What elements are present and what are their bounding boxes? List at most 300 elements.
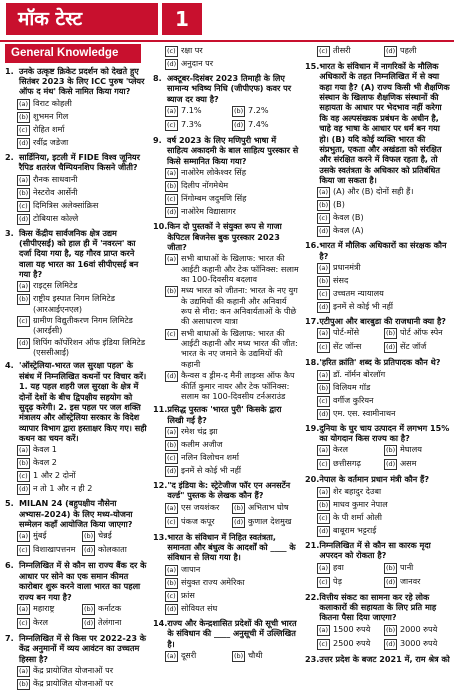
option-letter: (b) bbox=[19, 295, 29, 304]
option-text: अभिताभ घोष bbox=[248, 501, 289, 512]
option-letter: (c) bbox=[167, 47, 176, 55]
option-group bbox=[305, 262, 451, 313]
option-letter: (b) bbox=[19, 112, 29, 121]
question-number: 5. bbox=[5, 498, 14, 509]
answer-option[interactable] bbox=[82, 603, 147, 615]
answer-option[interactable] bbox=[317, 624, 384, 636]
option-letter: (a) bbox=[19, 175, 29, 184]
answer-option[interactable] bbox=[5, 111, 147, 123]
question bbox=[5, 360, 147, 443]
answer-option[interactable] bbox=[232, 502, 299, 514]
answer-option[interactable] bbox=[5, 470, 147, 482]
option-letter: (d) bbox=[319, 409, 329, 418]
option-text: शुभमन गिल bbox=[33, 110, 69, 121]
page-header bbox=[0, 0, 454, 38]
answer-option[interactable] bbox=[165, 502, 232, 514]
question bbox=[305, 240, 451, 261]
answer-option[interactable] bbox=[384, 576, 451, 588]
option-text: वर्गीज कुरियन bbox=[333, 394, 374, 405]
answer-option[interactable] bbox=[153, 206, 299, 218]
answer-option[interactable] bbox=[5, 98, 147, 110]
question-number: 17. bbox=[305, 316, 320, 327]
question-number: 13. bbox=[153, 531, 168, 542]
question-block bbox=[153, 532, 299, 615]
option-text: सभी बाधाओं के खिलाफ: भारत की आईटी कहानी और टेक फॉनिक्स: सलाम का 100-दिवसीय बदलाव bbox=[181, 253, 299, 284]
option-text: पेड़ bbox=[333, 575, 342, 586]
question-number: 14. bbox=[153, 617, 168, 628]
option-letter: (c) bbox=[19, 201, 28, 210]
option-text: कर्नाटक bbox=[98, 602, 122, 613]
option-letter: (c) bbox=[19, 125, 28, 134]
option-text: सेंट जॉर्ज bbox=[400, 341, 427, 352]
answer-option[interactable] bbox=[232, 119, 299, 131]
answer-option[interactable] bbox=[153, 285, 299, 326]
option-text: नेस्टरोव आर्सेनी bbox=[33, 186, 78, 197]
answer-option[interactable] bbox=[153, 45, 299, 57]
answer-option[interactable] bbox=[305, 275, 451, 287]
option-letter: (c) bbox=[319, 396, 328, 405]
question-list bbox=[305, 44, 451, 664]
answer-option[interactable] bbox=[232, 105, 299, 117]
question-block bbox=[305, 316, 451, 354]
answer-option[interactable] bbox=[5, 444, 147, 456]
option-text: एस जयशंकर bbox=[181, 501, 220, 512]
question-text: दुनिया के घुर चाय उत्पादन में लगभग 15% का योगदान किस राज्य का है? bbox=[319, 422, 450, 444]
answer-option[interactable] bbox=[153, 58, 299, 70]
option-letter: (d) bbox=[386, 47, 396, 55]
section-title: General Knowledge bbox=[5, 44, 141, 63]
answer-option[interactable] bbox=[82, 530, 147, 542]
option-text: मेघालय bbox=[400, 444, 422, 455]
answer-option[interactable] bbox=[153, 590, 299, 602]
option-text: के पी शर्मा ओली bbox=[333, 511, 382, 522]
answer-option[interactable] bbox=[384, 562, 451, 574]
question-text: MILAN 24 (बहुपक्षीय नौसेना अभ्यास-2024) के लिए मध्य-योजना सम्मेलन कहाँ आयोजित किया जाएगा? bbox=[19, 498, 133, 530]
column-1 bbox=[5, 44, 147, 691]
question-number: 9. bbox=[153, 135, 162, 146]
option-letter: (c) bbox=[319, 290, 328, 299]
option-group bbox=[5, 665, 147, 690]
answer-option[interactable] bbox=[153, 180, 299, 192]
option-letter: (a) bbox=[167, 255, 177, 264]
question-number: 2. bbox=[5, 151, 14, 162]
option-text: नलिन विलोचन शर्मा bbox=[181, 451, 239, 462]
question-number: 15. bbox=[305, 61, 320, 71]
answer-option[interactable] bbox=[5, 293, 147, 314]
option-letter: (a) bbox=[319, 188, 329, 197]
option-text: असम bbox=[400, 458, 417, 469]
option-text: 1500 रुपये bbox=[333, 623, 371, 634]
option-letter: (d) bbox=[167, 372, 177, 381]
option-group bbox=[5, 602, 147, 630]
answer-option[interactable] bbox=[5, 665, 147, 677]
answer-option[interactable] bbox=[305, 408, 451, 420]
answer-option[interactable] bbox=[232, 516, 299, 528]
option-letter: (a) bbox=[19, 666, 29, 675]
answer-option[interactable] bbox=[317, 458, 384, 470]
option-text: पानी bbox=[400, 561, 414, 572]
question-number: 6. bbox=[5, 560, 14, 571]
answer-option[interactable] bbox=[5, 483, 147, 495]
answer-option[interactable] bbox=[165, 650, 232, 662]
option-text: कैन्वस व ड्रीम-द मैनी लाइव्स ऑफ कैप कीर्ति कुमार नायर और टेक फॉनिक्स: सलाम का 100-दिवसीय टर्नअराउंड bbox=[181, 370, 295, 401]
question-block bbox=[153, 135, 299, 218]
option-text: केवल (A) bbox=[333, 225, 364, 236]
test-number: 1 bbox=[162, 3, 202, 35]
option-letter: (c) bbox=[19, 472, 28, 481]
question bbox=[305, 61, 451, 185]
answer-option[interactable] bbox=[317, 327, 384, 339]
answer-option[interactable] bbox=[153, 577, 299, 589]
answer-option[interactable] bbox=[153, 328, 299, 369]
question-block bbox=[5, 560, 147, 629]
option-letter: (c) bbox=[319, 343, 328, 352]
option-group bbox=[153, 253, 299, 401]
answer-option[interactable] bbox=[305, 301, 451, 313]
question-text: एटीपुआ और बारबुडा की राजधानी क्या है? bbox=[319, 316, 446, 327]
option-letter: (a) bbox=[19, 282, 29, 291]
answer-option[interactable] bbox=[305, 499, 451, 511]
option-letter: (c) bbox=[19, 546, 28, 555]
option-letter: (b) bbox=[167, 440, 177, 449]
question-block bbox=[153, 404, 299, 477]
question-number: 20. bbox=[305, 474, 320, 485]
option-text: कोलकाता bbox=[98, 544, 127, 555]
option-letter: (b) bbox=[319, 201, 329, 210]
answer-option[interactable] bbox=[165, 105, 232, 117]
option-letter: (d) bbox=[386, 460, 396, 469]
option-text: 2500 रुपये bbox=[333, 637, 371, 648]
question-block bbox=[305, 44, 451, 58]
answer-option[interactable] bbox=[305, 225, 451, 237]
option-letter: (d) bbox=[84, 546, 94, 555]
option-letter: (a) bbox=[319, 264, 329, 273]
answer-option[interactable] bbox=[153, 426, 299, 438]
option-letter: (b) bbox=[386, 625, 396, 634]
option-text: शेर बहादुर देउबा bbox=[333, 485, 382, 496]
answer-option[interactable] bbox=[305, 212, 451, 224]
option-letter: (d) bbox=[167, 60, 177, 68]
question-number: 1. bbox=[5, 65, 14, 76]
option-letter: (a) bbox=[19, 446, 29, 455]
answer-option[interactable] bbox=[153, 370, 299, 401]
option-text: रमेश चंद्र झा bbox=[181, 425, 218, 436]
option-text: दूसरी bbox=[181, 649, 197, 660]
option-letter: (a) bbox=[319, 563, 329, 572]
answer-option[interactable] bbox=[5, 213, 147, 225]
option-letter: (c) bbox=[167, 453, 176, 462]
option-letter: (b) bbox=[84, 532, 94, 541]
option-text: मध्य भारत को जीतना: भारत के नए युग के उद्यमियों की कहानी और अनिवार्य रूप से मीरा: कन अनिवार्यताओं के पीछे की असाधारण यात्रा bbox=[181, 285, 298, 327]
answer-option[interactable] bbox=[317, 444, 384, 456]
answer-option[interactable] bbox=[153, 564, 299, 576]
option-text: सभी बाधाओं के खिलाफ: भारत की आईटी कहानी और मध्य भारत की जीत: भारत के नए जमाने के उद्यमियों की कहानी bbox=[181, 327, 298, 369]
question bbox=[305, 357, 451, 367]
option-letter: (d) bbox=[19, 214, 29, 223]
option-text: तीसरी bbox=[333, 45, 351, 55]
question bbox=[153, 73, 299, 104]
question-block bbox=[305, 61, 451, 237]
question-block bbox=[153, 221, 299, 401]
answer-option[interactable] bbox=[82, 617, 147, 629]
option-letter: (a) bbox=[167, 503, 177, 512]
option-group bbox=[5, 98, 147, 149]
answer-option[interactable] bbox=[305, 262, 451, 274]
option-letter: (d) bbox=[84, 618, 94, 627]
answer-option[interactable] bbox=[305, 512, 451, 524]
option-text: टोबियास कोल्ले bbox=[33, 212, 79, 223]
option-letter: (a) bbox=[319, 370, 329, 379]
option-text: संसद bbox=[333, 275, 349, 286]
option-letter: (a) bbox=[319, 625, 329, 634]
option-text: विलियम गॉड bbox=[333, 381, 371, 392]
answer-option[interactable] bbox=[153, 253, 299, 284]
header-divider bbox=[0, 40, 454, 42]
answer-option[interactable] bbox=[5, 124, 147, 136]
option-text: मुंबई bbox=[33, 530, 47, 541]
answer-option[interactable] bbox=[153, 193, 299, 205]
answer-option[interactable] bbox=[384, 624, 451, 636]
option-letter: (b) bbox=[386, 446, 396, 455]
option-letter: (b) bbox=[234, 107, 244, 116]
option-text: कुणाल देशमुख bbox=[248, 515, 292, 526]
answer-option[interactable] bbox=[305, 486, 451, 498]
question-block bbox=[5, 633, 147, 690]
question bbox=[5, 228, 147, 280]
option-text: केरल bbox=[33, 616, 49, 627]
answer-option[interactable] bbox=[317, 576, 384, 588]
option-text: सोवियत संघ bbox=[181, 602, 218, 613]
option-letter: (d) bbox=[234, 517, 244, 526]
question-list bbox=[153, 45, 299, 663]
question-text: 'ऑस्ट्रेलिया-भारत जल सुरक्षा पहल' के संबंध में निम्नलिखित कथनों पर विचार करें। 1. यह पहल शहरी जल सुरक्षा के क्षेत्र में दोनों देशों के बीच द्विपक्षीय सहयोग को सुदृढ़ करेगी। 2. इस पहल पर जल शक्ति मंत्रालय और ऑस्ट्रेलिया सरकार के विदेश व्यापार विभाग द्वारा हस्ताक्षर किए गए। सही कथन का चयन करें। bbox=[19, 360, 147, 443]
answer-option[interactable] bbox=[153, 452, 299, 464]
option-text: पोर्ट-मोंसे bbox=[333, 327, 360, 338]
option-text: केवल 2 bbox=[33, 457, 57, 468]
answer-option[interactable] bbox=[17, 530, 82, 542]
option-text: प्रधानमंत्री bbox=[333, 262, 361, 273]
question bbox=[153, 404, 299, 425]
answer-option[interactable] bbox=[5, 457, 147, 469]
option-group bbox=[153, 45, 299, 70]
option-group bbox=[153, 501, 299, 529]
question bbox=[5, 560, 147, 601]
answer-option[interactable] bbox=[305, 186, 451, 198]
option-text: केरल bbox=[333, 444, 349, 455]
option-letter: (c) bbox=[19, 618, 28, 627]
option-letter: (b) bbox=[234, 503, 244, 512]
question-text: "द इंडिया के: स्ट्रेटेजीज फॉर एन अनसर्टेन वर्ल्ड" पुस्तक के लेखक कौन हैं? bbox=[167, 479, 291, 501]
option-text: शिपिंग कॉर्पोरेशन ऑफ इंडिया लिमिटेड (एससीआई) bbox=[33, 336, 146, 358]
option-letter: (d) bbox=[386, 639, 396, 648]
option-text: 2000 रुपये bbox=[400, 623, 438, 634]
answer-option[interactable] bbox=[384, 458, 451, 470]
option-letter: (c) bbox=[167, 591, 176, 600]
option-text: केवल 1 bbox=[33, 444, 57, 455]
question-number: 23. bbox=[305, 653, 320, 664]
question-block bbox=[305, 540, 451, 589]
answer-option[interactable] bbox=[5, 280, 147, 292]
answer-option[interactable] bbox=[165, 119, 232, 131]
answer-option[interactable] bbox=[153, 439, 299, 451]
question-number: 7. bbox=[5, 632, 14, 643]
option-group bbox=[153, 167, 299, 218]
option-letter: (b) bbox=[319, 383, 329, 392]
answer-option[interactable] bbox=[305, 369, 451, 381]
answer-option[interactable] bbox=[17, 603, 82, 615]
answer-option[interactable] bbox=[5, 200, 147, 212]
option-text: 7.3% bbox=[181, 119, 202, 130]
option-letter: (a) bbox=[167, 565, 177, 574]
question bbox=[305, 540, 451, 561]
option-group bbox=[153, 649, 299, 663]
option-letter: (d) bbox=[386, 577, 396, 586]
question bbox=[5, 633, 147, 664]
option-text: न तो 1 और न ही 2 bbox=[33, 483, 93, 494]
answer-option[interactable] bbox=[305, 199, 451, 211]
question-text: अक्टूबर-दिसंबर 2023 तिमाही के लिए सामान्य भविष्य निधि (जीपीएफ) कवर पर ब्याज दर क्या है? bbox=[167, 73, 292, 104]
answer-option[interactable] bbox=[5, 174, 147, 186]
answer-option[interactable] bbox=[82, 544, 147, 556]
question-block bbox=[305, 654, 451, 664]
option-letter: (b) bbox=[19, 459, 29, 468]
option-text: ग्रामीण विद्युतीकरण निगम लिमिटेड (आरईसी) bbox=[33, 315, 133, 336]
answer-option[interactable] bbox=[165, 516, 232, 528]
option-letter: (b) bbox=[386, 563, 396, 572]
option-group bbox=[153, 564, 299, 615]
option-letter: (a) bbox=[19, 532, 29, 541]
option-letter: (d) bbox=[167, 208, 177, 217]
answer-option[interactable] bbox=[384, 327, 451, 339]
column-2 bbox=[153, 44, 299, 663]
answer-option[interactable] bbox=[317, 45, 384, 57]
mock-test-title: मॉक टेस्ट bbox=[6, 3, 158, 35]
answer-option[interactable] bbox=[153, 167, 299, 179]
option-letter: (c) bbox=[319, 214, 328, 223]
option-text: चेन्नई bbox=[98, 530, 112, 541]
question-text: किस केंद्रीय सार्वजनिक क्षेत्र उद्यम (सीपीएसई) को हाल ही में 'नवरत्न' का दर्जा दिया गया है, यह गौरव प्राप्त करने वाला यह भारत का 16वां सीपीएसई बन गया है? bbox=[19, 227, 139, 279]
question-text: निम्नलिखित में से किस पर 2022-23 के केंद्र अनुमानों में व्यय आवंटन का उच्चतम हिस्सा है? bbox=[19, 632, 146, 664]
option-text: नाओरेम विद्यासागर bbox=[181, 206, 236, 217]
answer-option[interactable] bbox=[5, 678, 147, 690]
option-letter: (a) bbox=[167, 169, 177, 178]
option-text: अनुदान पर bbox=[181, 58, 214, 68]
answer-option[interactable] bbox=[384, 638, 451, 650]
question-number: 16. bbox=[305, 240, 320, 251]
option-text: इनमें से कोई भी नहीं bbox=[333, 301, 394, 312]
option-letter: (b) bbox=[167, 578, 177, 587]
option-text: रौनक साधवानी bbox=[33, 173, 78, 184]
option-text: तेलंगाना bbox=[98, 616, 122, 627]
answer-option[interactable] bbox=[5, 315, 147, 336]
option-letter: (a) bbox=[319, 487, 329, 496]
answer-option[interactable] bbox=[317, 638, 384, 650]
option-letter: (d) bbox=[234, 121, 244, 130]
option-letter: (b) bbox=[84, 604, 94, 613]
answer-option[interactable] bbox=[153, 465, 299, 477]
answer-option[interactable] bbox=[384, 444, 451, 456]
option-letter: (a) bbox=[319, 446, 329, 455]
option-text: इनमें से कोई भी नहीं bbox=[181, 464, 242, 475]
option-text: रवींद्र जडेजा bbox=[33, 136, 69, 147]
question-text: राज्य और केन्द्रशासित प्रदेशों की सूची भारत के संविधान की ____ अनुसूची में उल्लिखित है। bbox=[167, 617, 297, 649]
answer-option[interactable] bbox=[17, 544, 82, 556]
question-block bbox=[153, 73, 299, 132]
option-text: पहली bbox=[400, 45, 417, 55]
answer-option[interactable] bbox=[384, 45, 451, 57]
question-text: 'हरित क्रांति' शब्द के प्रतिपादक कौन थे? bbox=[319, 357, 441, 368]
option-text: 1 और 2 दोनों bbox=[33, 470, 76, 481]
answer-option[interactable] bbox=[305, 382, 451, 394]
option-letter: (d) bbox=[19, 485, 29, 494]
option-text: उच्चतम न्यायालय bbox=[333, 288, 384, 299]
option-letter: (b) bbox=[19, 188, 29, 197]
question-number: 11. bbox=[153, 404, 168, 415]
answer-option[interactable] bbox=[5, 337, 147, 358]
answer-option[interactable] bbox=[232, 650, 299, 662]
option-letter: (c) bbox=[319, 639, 328, 648]
answer-option[interactable] bbox=[305, 525, 451, 537]
answer-option[interactable] bbox=[153, 603, 299, 615]
option-text: 7.1% bbox=[181, 105, 202, 116]
question bbox=[5, 152, 147, 173]
answer-option[interactable] bbox=[5, 137, 147, 149]
answer-option[interactable] bbox=[384, 341, 451, 353]
answer-option[interactable] bbox=[305, 395, 451, 407]
question-number: 21. bbox=[305, 539, 320, 550]
question-number: 8. bbox=[153, 73, 162, 83]
question bbox=[153, 480, 299, 501]
option-letter: (b) bbox=[319, 500, 329, 509]
option-text: बाबूराम भट्टराई bbox=[333, 524, 377, 535]
option-text: संयुक्त राज्य अमेरिका bbox=[181, 576, 245, 587]
option-text: रोहित शर्मा bbox=[33, 123, 65, 134]
question bbox=[153, 618, 299, 649]
option-letter: (b) bbox=[234, 651, 244, 660]
question bbox=[5, 66, 147, 97]
answer-option[interactable] bbox=[317, 341, 384, 353]
question-block bbox=[5, 498, 147, 557]
option-letter: (c) bbox=[167, 121, 176, 130]
option-group bbox=[5, 174, 147, 225]
answer-option[interactable] bbox=[17, 617, 82, 629]
option-text: केंद्र प्रायोजित योजनाओं पर bbox=[33, 664, 114, 675]
option-text: माधव कुमार नेपाल bbox=[333, 498, 388, 509]
question-block bbox=[5, 228, 147, 358]
option-text: राइट्स लिमिटेड bbox=[33, 280, 78, 291]
question bbox=[305, 592, 451, 623]
option-text: 7.4% bbox=[248, 119, 269, 130]
question-text: उत्तर प्रदेश के बजट 2021 में, राम श्रेत्र को bbox=[319, 653, 450, 664]
question-text: नेपाल के वर्तमान प्रधान मंत्री कौन हैं? bbox=[319, 474, 430, 485]
answer-option[interactable] bbox=[305, 288, 451, 300]
option-letter: (d) bbox=[386, 343, 396, 352]
option-letter: (c) bbox=[319, 460, 328, 469]
question-number: 4. bbox=[5, 360, 14, 371]
question-block bbox=[153, 45, 299, 70]
option-letter: (a) bbox=[167, 651, 177, 660]
answer-option[interactable] bbox=[5, 187, 147, 199]
option-letter: (a) bbox=[167, 427, 177, 436]
option-text: छत्तीसगढ़ bbox=[333, 458, 361, 469]
question-text: भारत के संविधान में नागरिकों के मौलिक अधिकारों के तहत निम्नलिखित में से क्या कहा गया है? (A) राज्य किसी भी शैक्षणिक संस्थान के खिलाफ शैक्षणिक संस्थानों की सहायता के आधार पर भेदभाव नहीं करेगा कि वह अल्पसंख्यक प्रबंधन के अधीन है, चाहे वह भाषा के आधार पर धर्म बन गया हो। (B) यदि कोई व्यक्ति भारत की संप्रभुता, एकता और अखंडता को संरक्षित और संरक्षित करने में विफल रहता है, तो उसके स्वतंत्रता के अधिकार को प्रतिबंधित किया जा सकता है। bbox=[319, 61, 450, 185]
question bbox=[153, 532, 299, 563]
option-text: दिमित्रिस अलेक्सांक्रिस bbox=[33, 199, 99, 210]
question-text: प्रसिद्ध पुस्तक 'भारत पुरी' किसके द्वारा लिखी गई है? bbox=[167, 404, 282, 425]
option-text: एम. एस. स्वामीनाथन bbox=[333, 407, 396, 418]
answer-option[interactable] bbox=[317, 562, 384, 574]
option-text: चौथी bbox=[248, 649, 263, 660]
